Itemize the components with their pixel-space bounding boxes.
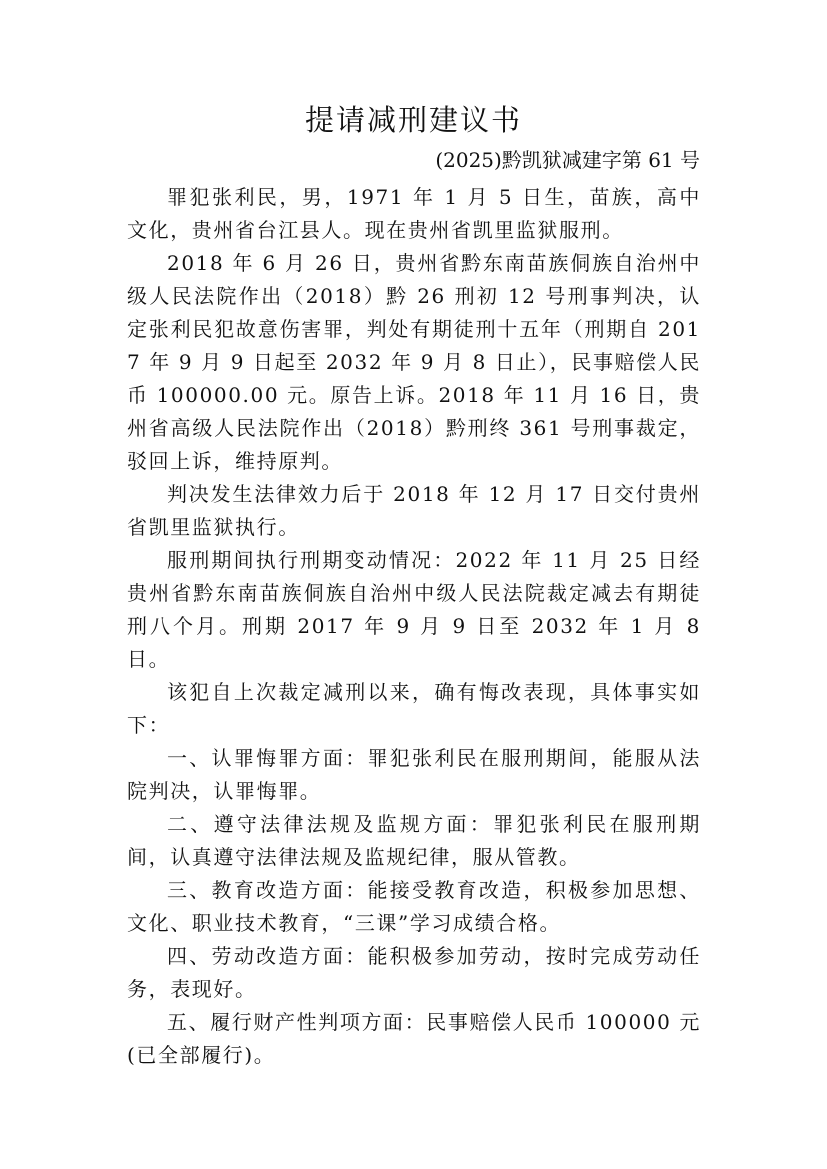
document-number: (2025)黔凯狱减建字第 61 号 [435, 148, 700, 172]
paragraph-education: 三、教育改造方面：能接受教育改造，积极参加思想、文化、职业技术教育，“三课”学习成绩合格。 [127, 878, 701, 935]
paragraph-criminal-info: 罪犯张利民，男，1971 年 1 月 5 日生，苗族，高中文化，贵州省台江县人。现在贵州省凯里监狱服刑。 [127, 185, 701, 242]
paragraph-labor: 四、劳动改造方面：能积极参加劳动，按时完成劳动任务，表现好。 [127, 944, 701, 1001]
paragraph-facts-intro: 该犯自上次裁定减刑以来，确有悔改表现，具体事实如下： [127, 680, 701, 737]
paragraph-rules-compliance: 二、遵守法律法规及监规方面：罪犯张利民在服刑期间，认真遵守法律法规及监规纪律，服从管教。 [127, 812, 701, 869]
paragraph-sentence-change: 服刑期间执行刑期变动情况：2022 年 11 月 25 日经贵州省黔东南苗族侗族自治州中级人民法院裁定减去有期徒刑八个月。刑期 2017 年 9 月 9 日至 2032 年 1 月 8 日。 [127, 548, 701, 671]
document-title: 提请减刑建议书 [304, 103, 522, 137]
paragraph-property-judgment: 五、履行财产性判项方面：民事赔偿人民币 100000 元(已全部履行)。 [127, 1010, 701, 1067]
paragraph-execution: 判决发生法律效力后于 2018 年 12 月 17 日交付贵州省凯里监狱执行。 [127, 482, 701, 539]
paragraph-repentance: 一、认罪悔罪方面：罪犯张利民在服刑期间，能服从法院判决，认罪悔罪。 [127, 746, 701, 803]
document-body [127, 181, 701, 1072]
paragraph-judgment: 2018 年 6 月 26 日，贵州省黔东南苗族侗族自治州中级人民法院作出（2018）黔 26 刑初 12 号刑事判决，认定张利民犯故意伤害罪，判处有期徒刑十五年（刑期自 2017 年 9 月 9 日起至 2032 年 9 月 8 日止），民事赔偿人民币 100000.00 元。原告上诉。2018 年 11 月 16 日，贵州省高级人民法院作出（2018）黔刑终 361 号刑事裁定，驳回上诉，维持原判。 [127, 251, 701, 473]
